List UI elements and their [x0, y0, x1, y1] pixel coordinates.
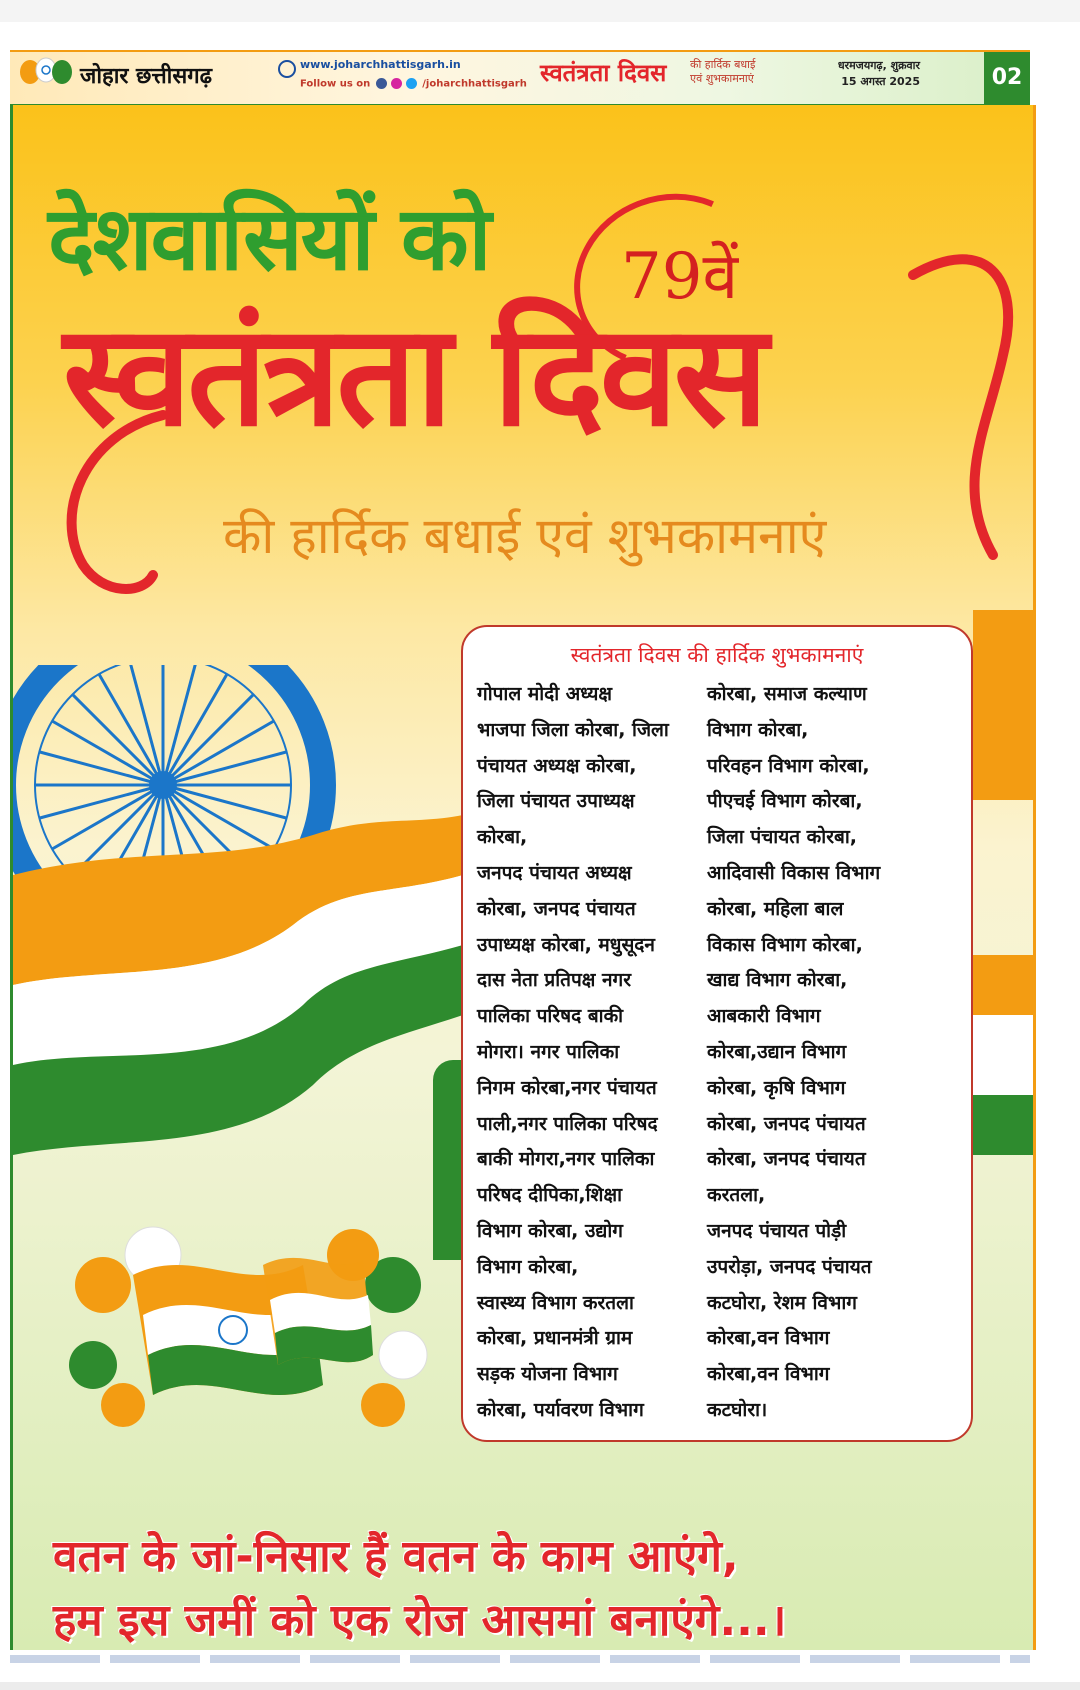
wishes-line: खाद्य विभाग कोरबा, — [707, 969, 848, 992]
wishes-right-column — [707, 677, 880, 1429]
right-saffron-stripe — [973, 610, 1033, 800]
print-registration-marks — [10, 1655, 1030, 1663]
page-header — [10, 50, 1030, 107]
wishes-line: गोपाल मोदी अध्यक्ष — [477, 683, 613, 705]
wishes-line: करतला, — [707, 1184, 766, 1207]
wishes-line: विकास विभाग कोरबा, — [707, 933, 863, 956]
wishes-left-column — [477, 677, 669, 1429]
wishes-line: जनपद पंचायत पोड़ी — [707, 1219, 847, 1242]
header-sub-line-1: की हार्दिक बधाई — [690, 58, 756, 71]
wishes-line: कोरबा, — [477, 826, 528, 849]
website-link[interactable]: www.joharchhattisgarh.in — [300, 58, 461, 71]
chakra-ribbon-graphic — [13, 665, 463, 1225]
wishes-line: सड़क योजना विभाग — [477, 1363, 618, 1386]
edition-place-day: धरमजयगढ़, शुक्रवार — [837, 59, 920, 72]
wishes-line: उपरोड़ा, जनपद पंचायत — [707, 1255, 872, 1278]
wishes-line: कोरबा,वन विभाग — [707, 1327, 830, 1350]
facebook-icon[interactable] — [376, 78, 387, 89]
wishes-line: कोरबा, जनपद पंचायत — [707, 1112, 866, 1135]
social-handle: /joharchhattisgarh — [422, 78, 527, 90]
viewer-top-strip — [0, 0, 1080, 23]
wishes-line: जिला पंचायत उपाध्यक्ष — [477, 790, 635, 813]
edition-date: 15 अगस्त 2025 — [841, 75, 920, 88]
wishes-line: परिवहन विभाग कोरबा, — [707, 754, 870, 777]
poster-greeting: की हार्दिक बधाई एवं शुभकामनाएं — [223, 507, 827, 565]
wishes-line: भाजपा जिला कोरबा, जिला — [477, 718, 669, 741]
wishes-line: कोरबा, महिला बाल — [707, 897, 844, 920]
wishes-line: विभाग कोरबा, — [707, 718, 809, 741]
anniversary-number: 79वें — [621, 240, 739, 314]
header-event-subtitle — [690, 58, 755, 86]
wishes-line: विभाग कोरबा, — [477, 1255, 579, 1278]
right-swash-decoration — [893, 235, 1033, 565]
wishes-line: उपाध्यक्ष कोरबा, मधुसूदन — [477, 933, 655, 956]
poster-title: स्वतंत्रता दिवस — [63, 294, 765, 458]
wishes-line: कोरबा, जनपद पंचायत — [707, 1148, 866, 1171]
wishes-line: निगम कोरबा,नगर पंचायत — [477, 1076, 657, 1099]
wishes-line: कटघोरा। — [707, 1398, 768, 1421]
wishes-line: स्वास्थ्य विभाग करतला — [477, 1291, 634, 1314]
wishes-line: पंचायत अध्यक्ष कोरबा, — [477, 754, 637, 777]
wishes-line: पीएचई विभाग कोरबा, — [707, 790, 863, 813]
wishes-line: कोरबा, प्रधानमंत्री ग्राम — [477, 1327, 633, 1350]
wishes-line: कोरबा, कृषि विभाग — [707, 1076, 846, 1099]
newspaper-page — [10, 50, 1030, 1650]
header-sub-line-2: एवं शुभकामनाएं — [690, 72, 754, 85]
wishes-line: कोरबा,उद्यान विभाग — [707, 1040, 847, 1063]
independence-day-poster — [10, 105, 1036, 1650]
social-follow — [300, 78, 527, 90]
wishes-card — [461, 625, 973, 1442]
newspaper-brand: जोहार छत्तीसगढ़ — [80, 63, 213, 89]
flag-balloons-graphic — [63, 1205, 443, 1445]
wishes-line: कोरबा, जनपद पंचायत — [477, 897, 636, 920]
wishes-line: कटघोरा, रेशम विभाग — [707, 1291, 857, 1314]
instagram-icon[interactable] — [391, 78, 402, 89]
wishes-line: आबकारी विभाग — [707, 1005, 821, 1028]
wishes-line: पाली,नगर पालिका परिषद — [477, 1112, 658, 1135]
globe-icon — [278, 60, 296, 78]
edition-info — [820, 58, 920, 90]
balloons-icon — [16, 56, 76, 100]
wishes-line: मोगरा। नगर पालिका — [477, 1040, 620, 1063]
page-number: 02 — [984, 52, 1030, 104]
slogan-line-2: हम इस जमीं को एक रोज आसमां बनाएंगे...। — [53, 1595, 787, 1646]
patriotic-slogan — [53, 1525, 1013, 1653]
wishes-line: जनपद पंचायत अध्यक्ष — [477, 861, 632, 884]
right-white-stripe — [973, 955, 1033, 1155]
wishes-line: कोरबा,वन विभाग — [707, 1363, 830, 1386]
follow-label: Follow us on — [300, 78, 371, 90]
wishes-line: आदिवासी विकास विभाग — [707, 861, 881, 884]
wishes-card-title: स्वतंत्रता दिवस की हार्दिक शुभकामनाएं — [570, 643, 864, 667]
wishes-line: कोरबा, पर्यावरण विभाग — [477, 1398, 644, 1421]
header-event-title: स्वतंत्रता दिवस — [540, 58, 667, 87]
wishes-line: विभाग कोरबा, उद्योग — [477, 1219, 623, 1242]
twitter-icon[interactable] — [406, 78, 417, 89]
wishes-line: पालिका परिषद बाकी — [477, 1005, 624, 1028]
wishes-line: परिषद दीपिका,शिक्षा — [477, 1184, 623, 1207]
wishes-line: बाकी मोगरा,नगर पालिका — [477, 1148, 655, 1171]
wishes-line: जिला पंचायत कोरबा, — [707, 826, 857, 849]
wishes-line: कोरबा, समाज कल्याण — [707, 683, 867, 705]
slogan-line-1: वतन के जां-निसार हैं वतन के काम आएंगे, — [53, 1531, 739, 1582]
poster-headline: देशवासियों को — [48, 186, 490, 290]
wishes-line: दास नेता प्रतिपक्ष नगर — [477, 969, 631, 992]
